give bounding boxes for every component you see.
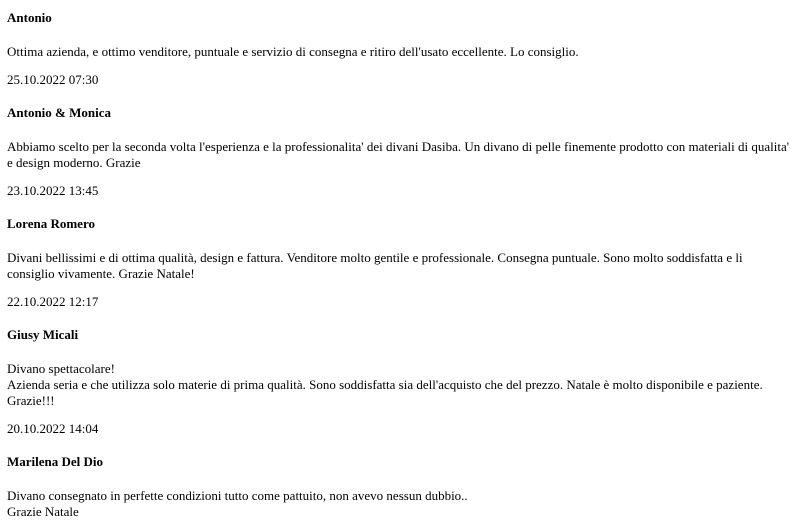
- review-text: Ottima azienda, e ottimo venditore, puntuale e servizio di consegna e ritiro dell'usato eccellente. Lo consiglio.: [7, 44, 579, 59]
- review-author: Antonio & Monica: [7, 105, 111, 120]
- review-date: 22.10.2022 12:17: [7, 294, 99, 309]
- review-date: 25.10.2022 07:30: [7, 72, 99, 87]
- review-author: Antonio: [7, 10, 52, 25]
- review-text: Divano spettacolare! Azienda seria e che utilizza solo materie di prima qualità. Sono soddisfatta sia dell'acquisto che del prezzo. Natale è molto disponibile e paziente. Grazie!!!: [7, 361, 763, 408]
- review-item: [7, 454, 791, 520]
- review-text: Divano consegnato in perfette condizioni tutto come pattuito, non avevo nessun dubbio.. Grazie Natale: [7, 488, 468, 519]
- review-item: [7, 105, 791, 199]
- review-text: Abbiamo scelto per la seconda volta l'esperienza e la professionalita' dei divani Dasiba. Un divano di pelle finemente prodotto con materiali di qualita' e design moderno. Grazie: [7, 139, 790, 170]
- review-item: [7, 216, 791, 310]
- review-item: [7, 10, 791, 88]
- review-author: Marilena Del Dio: [7, 454, 104, 469]
- review-author: Giusy Micali: [7, 327, 79, 342]
- review-author: Lorena Romero: [7, 216, 95, 231]
- review-text: Divani bellissimi e di ottima qualità, design e fattura. Venditore molto gentile e professionale. Consegna puntuale. Sono molto soddisfatta e li consiglio vivamente. Grazie Natale!: [7, 250, 743, 281]
- review-date: 23.10.2022 13:45: [7, 183, 99, 198]
- review-date: 20.10.2022 14:04: [7, 421, 99, 436]
- review-item: [7, 327, 791, 437]
